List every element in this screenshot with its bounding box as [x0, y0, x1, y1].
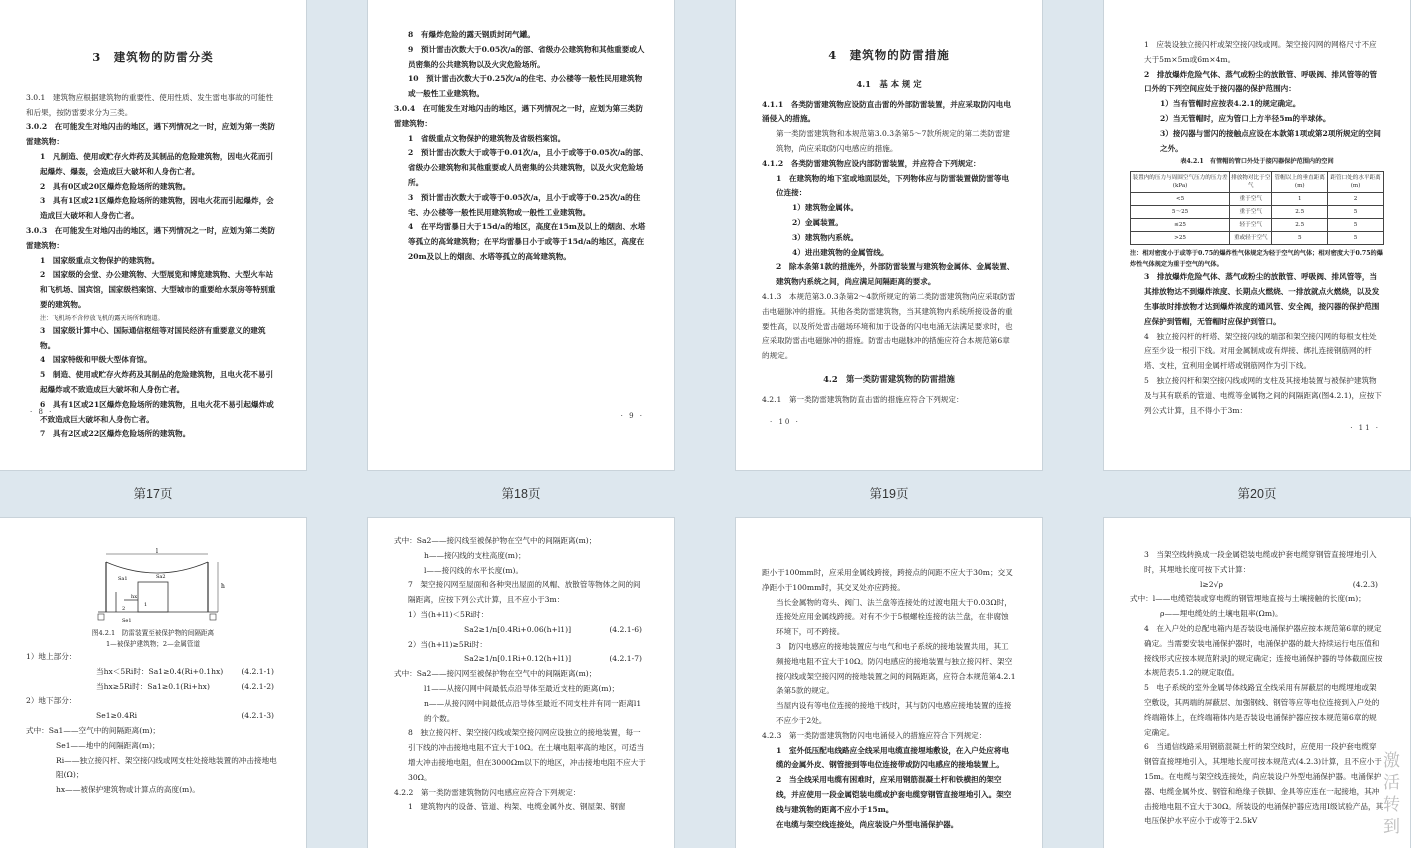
- table-cell: 5: [1328, 219, 1384, 232]
- list-item: 1）当(h+l1)＜5Ri时：: [408, 609, 489, 619]
- paragraph: 3 当架空线转换成一段金属铠装电缆或护套电缆穿钢管直接埋地引入时，其埋地长度可按下式计算：: [1144, 550, 1377, 574]
- page-label[interactable]: 第19页: [869, 487, 909, 501]
- paragraph: 1 建筑物内的设备、管道、构架、电缆金属外皮、钢屋架、钢窗: [408, 802, 626, 812]
- page-number: · 10 ·: [770, 418, 800, 426]
- equation-text: Se1≥0.4Ri: [96, 711, 138, 721]
- page-number: · 11 ·: [1350, 424, 1380, 432]
- paragraph: 7 架空接闪网至屋面和各种突出屋面的风帽、放散管等物体之间的间隔距离，应按下列公式计算，且不应小于3m：: [408, 580, 641, 605]
- fig-label-se1: Se1: [122, 618, 132, 624]
- paragraph: 第一类防雷建筑物和本规范第3.0.3条第5～7款所规定的第二类防雷建筑物，尚应采取防闪电感应的措施。: [776, 129, 1011, 153]
- table-cell: 5: [1272, 232, 1328, 245]
- paragraph: 4 独立接闪杆的杆塔、架空接闪线的端部和架空接闪网的每根支柱处应至少设一根引下线。对用金属制成或有焊接、绑扎连接钢筋网的杆塔、支柱，宜利用金属杆塔或钢筋网作为引下线。: [1144, 331, 1377, 371]
- table-row: [1131, 219, 1384, 232]
- equation: [1130, 578, 1384, 593]
- chapter-title: 3 建筑物的防雷分类: [92, 50, 214, 64]
- table-header: 装置内的压力与周围空气压力的压力差(kPa): [1131, 172, 1230, 193]
- paragraph: 2 除本条第1款的措施外，外部防雷装置与建筑物金属体、金属装置、建筑物内系统之间，尚应满足间隔距离的要求。: [776, 262, 1015, 287]
- table-header: 距管口处的水平距离(m): [1328, 172, 1384, 193]
- table-cell: 重于空气: [1230, 193, 1272, 206]
- equation: [26, 665, 280, 680]
- equation: [26, 709, 280, 724]
- paragraph: 3.0.1 建筑物应根据建筑物的重要性、使用性质、发生雷电事故的可能性和后果，按防雷要求分为三类。: [26, 92, 274, 117]
- definition: n——从接闪网中间最低点沿导体至最近不同支柱并有同一距离l1的个数。: [424, 698, 642, 723]
- table-caption: 表4.2.1 有管帽的管口外处于接闪器保护范围内的空间: [1180, 158, 1334, 166]
- table-header: 管帽以上的垂直距离(m): [1272, 172, 1328, 193]
- equation-number: (4.2.1-1): [241, 666, 274, 676]
- table-row: [1131, 193, 1384, 206]
- paragraph: 5 电子系统的室外金属导体线路宜全线采用有屏蔽层的电缆埋地或架空敷设，其两端的屏蔽层、加强钢线、钢管等应等电位连接到入户处的终端箱体上，在终端箱体内是否装设电涌保护器应按本规范第6章的规定确定。: [1144, 683, 1380, 737]
- page-thumbnail-20[interactable]: [1104, 0, 1410, 470]
- paragraph: 2 排放爆炸危险气体、蒸气或粉尘的放散管、呼吸阀、排风管等的管口外的下列空间应处于接闪器的保护范围内：: [1144, 69, 1378, 94]
- note: 注：飞机场不含停放飞机的露天场所和跑道。: [40, 314, 164, 322]
- paragraph: 4.2.3 第一类防雷建筑物防闪电电涌侵入的措施应符合下列规定：: [762, 730, 987, 740]
- paragraph: 1 室外低压配电线路应全线采用电缆直接埋地敷设，在入户处应将电缆的金属外皮、钢管接到等电位连接带或防闪电感应的接地装置上。: [776, 745, 1010, 770]
- page-content: [1104, 518, 1410, 829]
- table-header-row: [1131, 172, 1384, 193]
- separation-distance-figure: [78, 548, 228, 624]
- equation-text: 当hx≥5Ri时：Sa1≥0.1(Ri+hx): [96, 681, 210, 691]
- page-thumbnail-18[interactable]: [368, 0, 674, 470]
- table-cell: 重于空气: [1230, 206, 1272, 219]
- section-title: 4.1 基 本 规 定: [856, 78, 922, 89]
- paragraph: 3.0.4 在可能发生对地闪击的地区，遇下列情况之一时，应划为第三类防雷建筑物：: [394, 103, 643, 128]
- paragraph: 在电缆与架空线连接处，尚应装设户外型电涌保护器。: [776, 819, 959, 829]
- equation-text: Sa2≥1/n[0.1Ri+0.12(h+l1)]: [464, 654, 572, 664]
- paragraph: 4.1.3 本规范第3.0.3条第2～4款所规定的第二类防雷建筑物尚应采取防雷击电磁脉冲的措施。其他各类防雷建筑物，当其建筑物内系统所接设备的重要性高，以及所处雷击磁场环境和加于设备的闪电电涌无法满足要求时，也应采取防雷击电磁脉冲的措施。防雷击电磁脉冲的措施应符合本规范第6章的规定。: [762, 291, 1016, 361]
- activation-watermark: 激活转到: [1383, 751, 1400, 836]
- page-content: [0, 518, 306, 798]
- definition: l——接闪线的水平长度(m)。: [424, 565, 524, 575]
- figure-subcaption: 1—被保护建筑物；2—金属管道: [105, 640, 201, 648]
- table-cell: ≤25: [1131, 219, 1230, 232]
- equation-text: l≥2√ρ: [1200, 579, 1223, 589]
- equation-number: (4.2.1-7): [609, 654, 642, 664]
- page-content: [0, 0, 306, 442]
- page-thumbnail-23[interactable]: [736, 518, 1042, 848]
- paragraph: 8 独立接闪杆、架空接闪线或架空接闪网应设独立的接地装置，每一引下线的冲击接地电阻不宜大于10Ω。在土壤电阻率高的地区，可适当增大冲击接地电阻，但在3000Ωm以下的地区，冲击接地电阻不应大于30Ω。: [408, 728, 646, 782]
- paragraph: 3.0.3 在可能发生对地闪击的地区，遇下列情况之一时，应划为第二类防雷建筑物：: [26, 225, 275, 250]
- equation-number: (4.2.3): [1352, 579, 1378, 589]
- table-cell: 2.5: [1272, 219, 1328, 232]
- fig-label-l: l: [156, 548, 158, 555]
- paragraph: 2 当全线采用电缆有困难时，应采用钢筋混凝土杆和铁横担的架空线，并应使用一段金属铠装电缆或护套电缆穿钢管直接埋地引入。架空线与建筑物的距离不应小于15m。: [776, 775, 1012, 814]
- table-cell: 2: [1328, 193, 1384, 206]
- paragraph: 5 独立接闪杆和架空接闪线或网的支柱及其接地装置与被保护建筑物及与其有联系的管道、电缆等金属物之间的间隔距离(图4.2.1)，应按下列公式计算，且不得小于3m：: [1144, 375, 1382, 415]
- paragraph: 8 有爆炸危险的露天钢质封闭气罐。: [408, 30, 535, 39]
- paragraph: 3.0.2 在可能发生对地闪击的地区，遇下列情况之一时，应划为第一类防雷建筑物：: [26, 122, 275, 147]
- data-table: [1130, 171, 1384, 245]
- list-item: 4）进出建筑物的金属管线。: [792, 247, 889, 257]
- table-cell: 2.5: [1272, 206, 1328, 219]
- page-thumbnail-19[interactable]: [736, 0, 1042, 470]
- paragraph: 距小于100mm时，应采用金属线跨接，跨接点的间距不应大于30m；交叉净距小于100mm时，其交叉处亦应跨接。: [762, 568, 1013, 592]
- equation-text: Sa2≥1/n[0.4Ri+0.06(h+l1)]: [464, 624, 572, 634]
- paragraph: 1 省级重点文物保护的建筑物及省级档案馆。: [408, 133, 566, 143]
- paragraph: 7 具有2区或22区爆炸危险场所的建筑物。: [40, 429, 191, 439]
- paragraph: 5 制造、使用或贮存火炸药及其制品的危险建筑物，且电火花不易引起爆炸或不致造成巨大破坏和人身伤亡者。: [40, 370, 274, 394]
- definition: ρ——埋电缆处的土壤电阻率(Ωm)。: [1160, 609, 1283, 619]
- page-thumbnail-17[interactable]: [0, 0, 306, 470]
- paragraph: 3 具有1区或21区爆炸危险场所的建筑物，因电火花而引起爆炸，会造成巨大破坏和人身伤亡者。: [40, 196, 274, 221]
- definition: l1——从接闪网中间最低点沿导体至最近支柱的距离(m)；: [424, 683, 620, 693]
- paragraph: 2 具有0区或20区爆炸危险场所的建筑物。: [40, 181, 191, 191]
- page-number: · 9 ·: [620, 412, 644, 420]
- definition: 式中：Sa2——接闪线至被保护物在空气中的间隔距离(m)；: [394, 536, 597, 545]
- table-header: 排放物对比于空气: [1230, 172, 1272, 193]
- page-content: [1104, 0, 1410, 418]
- definition: 式中：Sa2——接闪网至被保护物在空气中的间隔距离(m)；: [394, 669, 597, 679]
- paragraph: 2 预计雷击次数大于或等于0.01次/a，且小于或等于0.05次/a的部、省级办公建筑物和其他重要或人员密集的公共建筑物，以及火灾危险场所。: [408, 148, 648, 187]
- paragraph: 4 在平均雷暴日大于15d/a的地区，高度在15m及以上的烟囱、水塔等孤立的高耸建筑物；在平均雷暴日小于或等于15d/a的地区，高度在20m及以上的烟囱、水塔等孤立的高耸建筑物。: [408, 222, 646, 261]
- paragraph: 3 防闪电感应的接地装置应与电气和电子系统的接地装置共用，其工频接地电阻不宜大于10Ω。防闪电感应的接地装置与独立接闪杆、架空接闪线或架空接闪网的接地装置之间的间隔距离，应符合本规范第4.2.1条第5款的规定。: [776, 641, 1016, 696]
- figure-caption: 图4.2.1 防雷装置至被保护物的间隔距离: [91, 629, 215, 637]
- page-thumbnail-24[interactable]: [1104, 518, 1410, 848]
- definition: 式中：Sa1——空气中的间隔距离(m)；: [26, 725, 160, 735]
- list-item: 2）金属装置。: [792, 217, 843, 227]
- equation-number: (4.2.1-3): [241, 711, 274, 721]
- table-row: [1131, 206, 1384, 219]
- paragraph: 1 国家级重点文物保护的建筑物。: [40, 255, 160, 265]
- page-label[interactable]: 第18页: [501, 487, 541, 501]
- definition: Se1——地中的间隔距离(m)；: [56, 740, 160, 750]
- fig-label-hx: hx: [131, 594, 138, 600]
- list-item: 2）当无管帽时，应为管口上方半径5m的半球体。: [1160, 113, 1331, 123]
- definition: hx——被保护建筑物或计算点的高度(m)。: [56, 785, 200, 795]
- paragraph: 4.1.2 各类防雷建筑物应设内部防雷装置，并应符合下列规定：: [762, 158, 981, 168]
- paragraph: 6 当通信线路采用钢筋混凝土杆的架空线时，应使用一段护套电缆穿钢管直接埋地引入，其埋地长度可按本规范式(4.2.3)计算，且不应小于15m。在电缆与架空线连接处，尚应装设户外型电涌保护器。电涌保护器、电缆金属外皮、钢管和绝缘子铁脚、金具等应连在一起接地，其冲击接地电阻不宜大于30Ω。所装设的电涌保护器应选用Ⅰ级试验产品，其电压保护水平应小于或等于2.5kV: [1144, 742, 1384, 826]
- page-thumbnail-22[interactable]: [368, 518, 674, 848]
- paragraph: 1 应装设独立接闪杆或架空接闪线或网。架空接闪网的网格尺寸不应大于5m×5m或6m×4m。: [1144, 40, 1377, 64]
- fig-label-2: 2: [122, 606, 126, 612]
- fig-label-h: h: [221, 583, 225, 590]
- section-title: 4.2 第一类防雷建筑物的防雷措施: [823, 373, 955, 384]
- fig-label-sa2: Sa2: [156, 574, 166, 580]
- paragraph: 4.2.2 第一类防雷建筑物防闪电感应应符合下列规定：: [394, 787, 581, 797]
- paragraph: 6 具有1区或21区爆炸危险场所的建筑物，且电火花不易引起爆炸或不致造成巨大破坏和人身伤亡者。: [40, 399, 274, 424]
- paragraph: 4 国家特级和甲级大型体育馆。: [40, 355, 152, 365]
- list-item: 1）地上部分：: [26, 652, 77, 661]
- list-item: 3）建筑物内系统。: [792, 232, 859, 242]
- paragraph: 4.1.1 各类防雷建筑物应设防直击雷的外部防雷装置，并应采取防闪电电涌侵入的措施。: [762, 99, 1011, 124]
- equation: [394, 652, 648, 667]
- page-label[interactable]: 第20页: [1237, 487, 1277, 501]
- table-note: 注：相对密度小于或等于0.75的爆炸性气体规定为轻于空气的气体；相对密度大于0.75的爆炸性气体规定为重于空气的气体。: [1130, 250, 1383, 269]
- list-item: 1）建筑物金属体。: [792, 203, 859, 213]
- table-cell: 1: [1272, 193, 1328, 206]
- list-item: 2）地下部分：: [26, 696, 77, 706]
- paragraph: 当长金属物的弯头、阀门、法兰盘等连接处的过渡电阻大于0.03Ω时，连接处应用金属线跨接。对有不少于5根螺栓连接的法兰盘，在非腐蚀环境下，可不跨接。: [776, 597, 1012, 637]
- equation-number: (4.2.1-2): [241, 681, 274, 691]
- chapter-title: 4 建筑物的防雷措施: [828, 48, 950, 62]
- paragraph: 3 排放爆炸危险气体、蒸气或粉尘的放散管、呼吸阀、排风管等，当其排放物达不到爆炸浓度、长期点火燃烧、一排放就点火燃烧，以及发生事故时排放物才达到爆炸浓度的通风管、安全阀，接闪器的保护范围应保护到管帽，无管帽时应保护到管口。: [1144, 272, 1380, 326]
- page-content: [368, 518, 674, 815]
- list-item: 3）接闪器与雷闪的接触点应设在本款第1项或第2项所规定的空间之外。: [1160, 128, 1381, 153]
- definition: 式中：l——电缆铠装或穿电缆的钢管埋地直接与土壤接触的长度(m)；: [1130, 594, 1366, 604]
- table-cell: 重或轻于空气: [1230, 232, 1272, 245]
- table-cell: 5: [1328, 232, 1384, 245]
- paragraph: 9 预计雷击次数大于0.05次/a的部、省级办公建筑物和其他重要或人员密集的公共建筑物以及火灾危险场所。: [408, 44, 645, 69]
- page-label[interactable]: 第17页: [133, 487, 173, 501]
- list-item: 1）当有管帽时应按表4.2.1的规定确定。: [1160, 99, 1301, 109]
- paragraph: 当屋内设有等电位连接的接地干线时，其与防闪电感应接地装置的连接不应少于2处。: [776, 701, 1012, 725]
- paragraph: 4 在入户处的总配电箱内是否装设电涌保护器应按本规范第6章的规定确定。当需要安装电涌保护器时，电涌保护器的最大持续运行电压值和接线形式应按本规范附录J的规定确定；连接电涌保护器的导体截面应按本规范表5.1.2的规定取值。: [1144, 623, 1383, 678]
- paragraph: 4.2.1 第一类防雷建筑物防直击雷的措施应符合下列规定：: [762, 394, 964, 404]
- paragraph: 3 预计雷击次数大于或等于0.05次/a，且小于或等于0.25次/a的住宅、办公楼等一般性民用建筑物或一般性工业建筑物。: [408, 192, 641, 217]
- fig-label-1: 1: [144, 602, 148, 608]
- paragraph: 10 预计雷击次数大于0.25次/a的住宅、办公楼等一般性民用建筑物或一般性工业建筑物。: [408, 74, 643, 99]
- page-number: · 8 ·: [30, 408, 54, 416]
- equation: [394, 623, 648, 638]
- equation: [26, 680, 280, 695]
- table-cell: 轻于空气: [1230, 219, 1272, 232]
- definition: h——接闪线的支柱高度(m)；: [424, 550, 526, 560]
- table-cell: <5: [1131, 193, 1230, 206]
- paragraph: 2 国家级的会堂、办公建筑物、大型展览和博览建筑物、大型火车站和飞机场、国宾馆，国家级档案馆、大型城市的重要给水泵房等特别重要的建筑物。: [40, 270, 276, 309]
- page-content: [368, 0, 674, 265]
- page-thumbnail-21[interactable]: [0, 518, 306, 848]
- table-row: [1131, 232, 1384, 245]
- table-cell: >25: [1131, 232, 1230, 245]
- paragraph: 1 在建筑物的地下室或地面层处，下列物体应与防雷装置做防雷等电位连接：: [776, 173, 1010, 198]
- paragraph: 3 国家级计算中心、国际通信枢纽等对国民经济有重要意义的建筑物。: [40, 325, 266, 350]
- page-content: [736, 0, 1042, 408]
- equation-number: (4.2.1-6): [609, 624, 642, 634]
- list-item: 2）当(h+l1)≥5Ri时：: [408, 639, 487, 649]
- equation-text: 当hx＜5Ri时：Sa1≥0.4(Ri+0.1hx): [96, 666, 224, 676]
- fig-label-sa1: Sa1: [118, 576, 128, 582]
- table-cell: 5～25: [1131, 206, 1230, 219]
- page-content: [736, 518, 1042, 832]
- paragraph: 1 凡制造、使用或贮存火炸药及其制品的危险建筑物，因电火花而引起爆炸、爆轰，会造成巨大破坏和人身伤亡者。: [40, 151, 274, 176]
- definition: Ri——独立接闪杆、架空接闪线或网支柱处接地装置的冲击接地电阻(Ω)；: [56, 755, 277, 780]
- table-cell: 5: [1328, 206, 1384, 219]
